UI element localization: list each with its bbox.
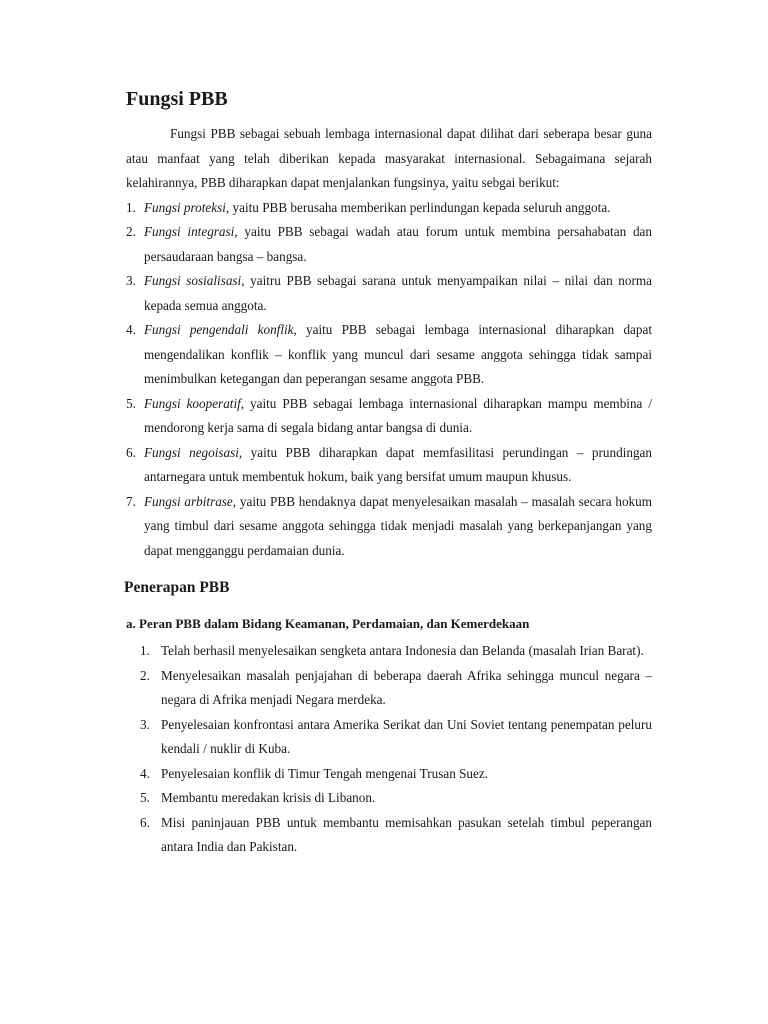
application-item [126,664,652,713]
item-number: 1. [126,199,136,215]
item-number: 6. [140,814,150,830]
item-number: 4. [126,322,136,337]
function-item [126,392,652,441]
item-number: 6. [126,444,136,460]
application-text: Misi paninjauan PBB untuk membantu memisahkan pasukan setelah timbul peperangan antara India dan Pakistan. [161,814,652,854]
functions-list [126,196,652,564]
item-number: 5. [140,790,150,805]
function-term: Fungsi arbitrase [144,493,233,509]
item-number: 1. [140,643,150,658]
application-text: Menyelesaikan masalah penjajahan di beberapa daerah Afrika sehingga muncul negara – negara di Afrika menjadi Negara merdeka. [161,667,652,707]
function-text: , yaitu PBB berusaha memberikan perlindungan kepada seluruh anggota. [225,199,611,215]
function-item [126,441,652,490]
page-title: Fungsi PBB [126,88,228,110]
function-term: Fungsi kooperatif [144,395,241,411]
application-item [126,811,652,860]
application-text: Telah berhasil menyelesaikan sengketa antara Indonesia dan Belanda (masalah Irian Barat). [161,643,644,658]
application-item [126,762,652,787]
function-term: Fungsi negoisasi [144,444,239,460]
function-item [126,318,652,392]
intro-paragraph: Fungsi PBB sebagai sebuah lembaga internasional dapat dilihat dari seberapa besar guna atau manfaat yang telah diberikan kepada masyarakat internasional. Sebagaimana sejarah kelahirannya, PBB diharapkan dapat menjalankan fungsinya, yaitu sebgai berikut: [126,126,652,190]
document-page [126,86,652,860]
application-item [126,639,652,664]
function-term: Fungsi pengendali konflik [144,322,294,337]
section-heading: Penerapan PBB [124,579,230,596]
subsection-heading: a. Peran PBB dalam Bidang Keamanan, Perdamaian, dan Kemerdekaan [126,616,530,631]
item-number: 4. [140,765,150,781]
application-item [126,786,652,811]
item-number: 7. [126,493,136,509]
item-number: 5. [126,395,136,411]
item-number: 3. [126,273,136,288]
item-number: 2. [126,224,136,239]
item-number: 3. [140,716,150,732]
applications-list [126,639,652,860]
application-text: Penyelesaian konflik di Timur Tengah mengenai Trusan Suez. [161,765,489,781]
function-item [126,196,652,221]
function-term: Fungsi proteksi [144,199,226,215]
function-text: , yaitu PBB diharapkan dapat memfasilitasi perundingan – prundingan antarnegara untuk membentuk hokum, baik yang bersifat umum maupun khusus. [144,444,652,484]
function-text: , yaitu PBB sebagai wadah atau forum untuk membina persahabatan dan persaudaraan bangsa – bangsa. [144,224,652,264]
function-term: Fungsi integrasi [144,224,235,239]
function-text: , yaitu PBB sebagai lembaga internasional diharapkan dapat mengendalikan konflik – konflik yang muncul dari sesame anggota sehingga tidak sampai menimbulkan ketegangan dan peperangan sesame anggota PBB. [144,322,653,386]
function-text: , yaitu PBB sebagai lembaga internasional diharapkan mampu membina / mendorong kerja sama di segala bidang antar bangsa di dunia. [144,395,652,435]
application-item [126,713,652,762]
item-number: 2. [140,667,150,683]
function-item [126,269,652,318]
function-text: , yaitu PBB hendaknya dapat menyelesaikan masalah – masalah secara hokum yang timbul dari sesame anggota sehingga tidak menjadi masalah yang berkepanjangan yang dapat mengganggu perdamaian dunia. [144,493,652,558]
function-item [126,490,652,564]
function-term: Fungsi sosialisasi [144,273,242,288]
function-item [126,220,652,269]
function-text: , yaitru PBB sebagai sarana untuk menyampaikan nilai – nilai dan norma kepada semua anggota. [144,273,652,313]
application-text: Membantu meredakan krisis di Libanon. [161,790,376,805]
application-text: Penyelesaian konfrontasi antara Amerika Serikat dan Uni Soviet tentang penempatan peluru kendali / nuklir di Kuba. [161,716,652,756]
